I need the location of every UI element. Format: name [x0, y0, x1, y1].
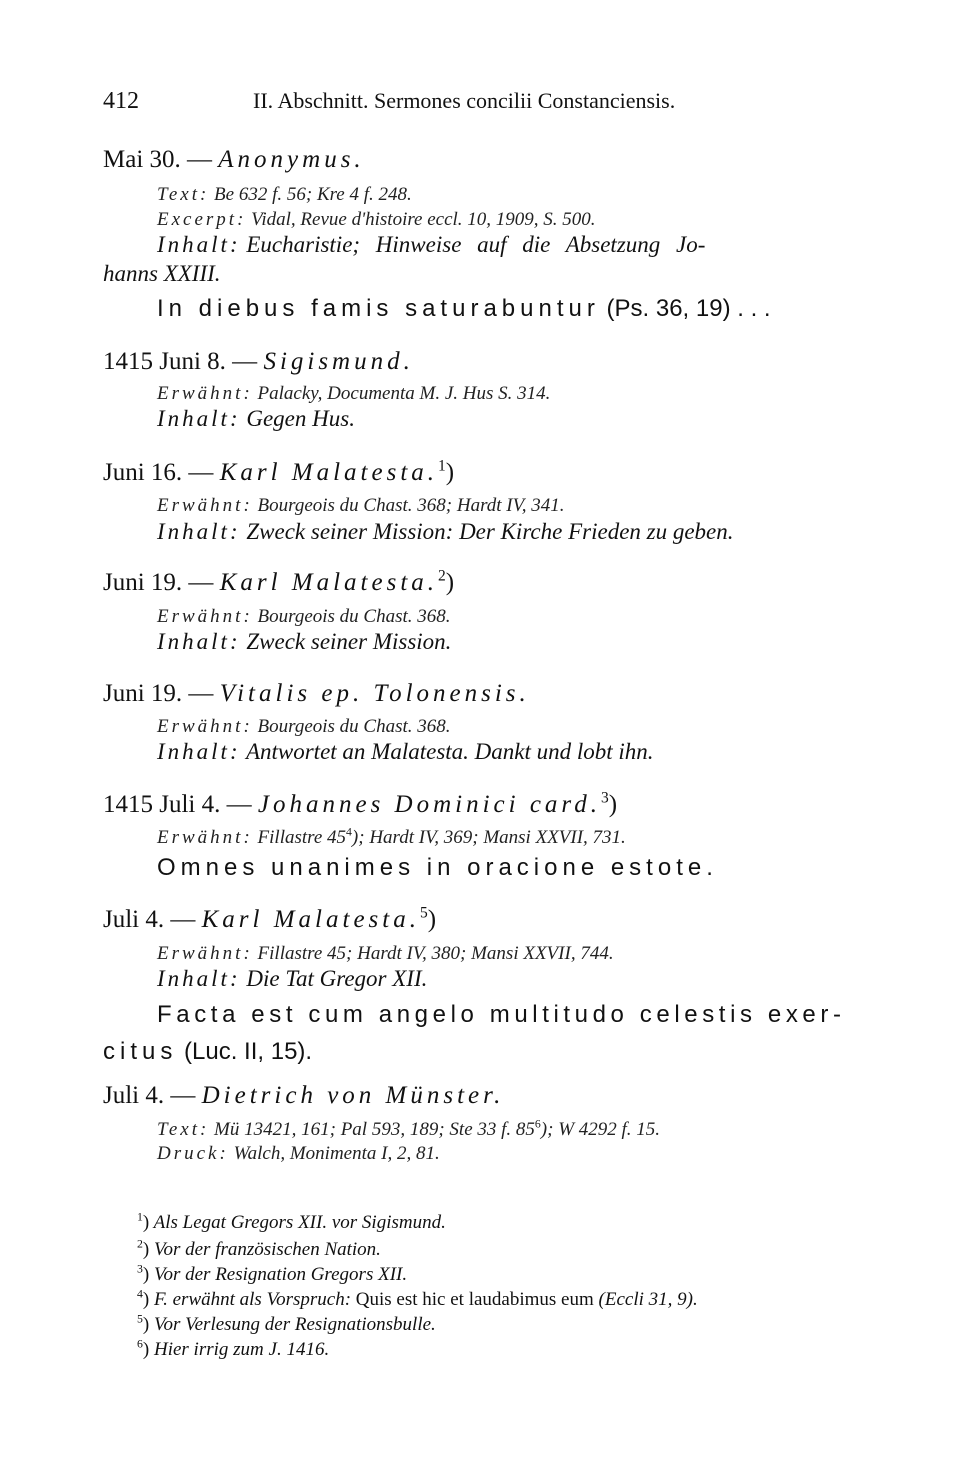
print-sources: Druck: Walch, Monimenta I, 2, 81. [157, 1143, 440, 1164]
footnote-ref: 4 [346, 825, 352, 839]
footnote: $^2$) Vor der französischen Nation. [137, 1237, 381, 1260]
mention-sources: Erwähnt: Palacky, Documenta M. J. Hus S. 314. [157, 383, 551, 404]
sermon-incipit: Omnes unanimes in oracione estote. [157, 854, 718, 881]
sermon-incipit: Facta est cum angelo multitudo celestis exer- [157, 1001, 846, 1028]
mention-sources: Erwähnt: Fillastre $45^4$); Hardt IV, 369; Mansi XXVII, 731. [157, 825, 626, 848]
content-summary-continued: hanns XXIII. [103, 261, 221, 286]
excerpt-sources: Excerpt: Vidal, Revue d'histoire eccl. 10, 1909, S. 500. [157, 209, 596, 230]
text-sources: Text: Mü 13421, 161; Pal 593, 189; Ste 33 f. $85^6$); W 4292 f. 15. [157, 1117, 661, 1140]
sermon-incipit: In diebus famis saturabuntur (Ps. 36, 19) . . . [157, 295, 771, 322]
footnote: $^5$) Vor Verlesung der Resignationsbulle. [137, 1312, 436, 1335]
entry-heading: Juni 16. — Karl Malatesta.$^1$) [103, 457, 455, 486]
running-title: II. Abschnitt. Sermones concilii Constanciensis. [253, 88, 676, 113]
sermon-incipit-continued: citus (Luc. II, 15). [103, 1038, 313, 1065]
entry-heading: Juli 4. — Dietrich von Münster. [103, 1082, 505, 1109]
speaker-name: Karl Malatesta. [201, 906, 420, 933]
content-summary: Inhalt: Zweck seiner Mission. [157, 629, 452, 654]
footnote-ref: 5 [419, 904, 428, 922]
page-number: 412 [103, 88, 139, 114]
content-summary: Inhalt: Die Tat Gregor XII. [157, 966, 428, 991]
footnote-ref: 2 [438, 567, 446, 585]
speaker-name: Karl Malatesta. [219, 569, 439, 596]
entry-heading: Mai 30. — Anonymus. [103, 146, 365, 173]
mention-sources: Erwähnt: Fillastre 45; Hardt IV, 380; Mansi XXVII, 744. [157, 943, 614, 964]
footnote: $^3$) Vor der Resignation Gregors XII. [137, 1262, 408, 1285]
text-sources: Text: Be 632 f. 56; Kre 4 f. 248. [157, 184, 412, 205]
content-summary: Inhalt: Zweck seiner Mission: Der Kirche Frieden zu geben. [157, 519, 734, 544]
content-summary: Inhalt: Gegen Hus. [157, 406, 355, 431]
entry-heading: 1415 Juni 8. — Sigismund. [103, 348, 414, 375]
speaker-name: Johannes Dominici card. [257, 791, 601, 818]
entry-heading: Juni 19. — Karl Malatesta.$^2$) [103, 567, 455, 596]
footnote: $^6$) Hier irrig zum J. 1416. [137, 1337, 330, 1360]
mention-sources: Erwähnt: Bourgeois du Chast. 368. [157, 606, 451, 627]
page-header [103, 88, 920, 124]
content-summary: Inhalt: Eucharistie; Hinweise auf die Absetzung Jo- [157, 232, 706, 257]
speaker-name: Karl Malatesta. [219, 459, 439, 486]
entry-heading: Juni 19. — Vitalis ep. Tolonensis. [103, 680, 530, 707]
footnote: $^1$) Als Legat Gregors XII. vor Sigismund. [137, 1210, 446, 1233]
mention-sources: Erwähnt: Bourgeois du Chast. 368; Hardt IV, 341. [157, 495, 565, 516]
entry-heading: 1415 Juli 4. — Johannes Dominici card.$^3$) [103, 789, 618, 818]
content-summary: Inhalt: Antwortet an Malatesta. Dankt und lobt ihn. [157, 739, 654, 764]
footnote: $^4$) F. erwähnt als Vorspruch: Quis est hic et laudabimus eum (Eccli 31, 9). [137, 1287, 698, 1310]
footnote-ref: 3 [601, 789, 609, 807]
speaker-name: Vitalis ep. Tolonensis. [219, 680, 530, 707]
speaker-name: Anonymus. [218, 146, 365, 173]
speaker-name: Sigismund. [263, 348, 414, 375]
footnote-ref: 6 [534, 1117, 541, 1131]
mention-sources: Erwähnt: Bourgeois du Chast. 368. [157, 716, 451, 737]
speaker-name: Dietrich von Münster. [201, 1082, 505, 1109]
footnote-ref: 1 [438, 457, 446, 475]
entry-heading: Juli 4. — Karl Malatesta.$^5$) [103, 904, 437, 933]
